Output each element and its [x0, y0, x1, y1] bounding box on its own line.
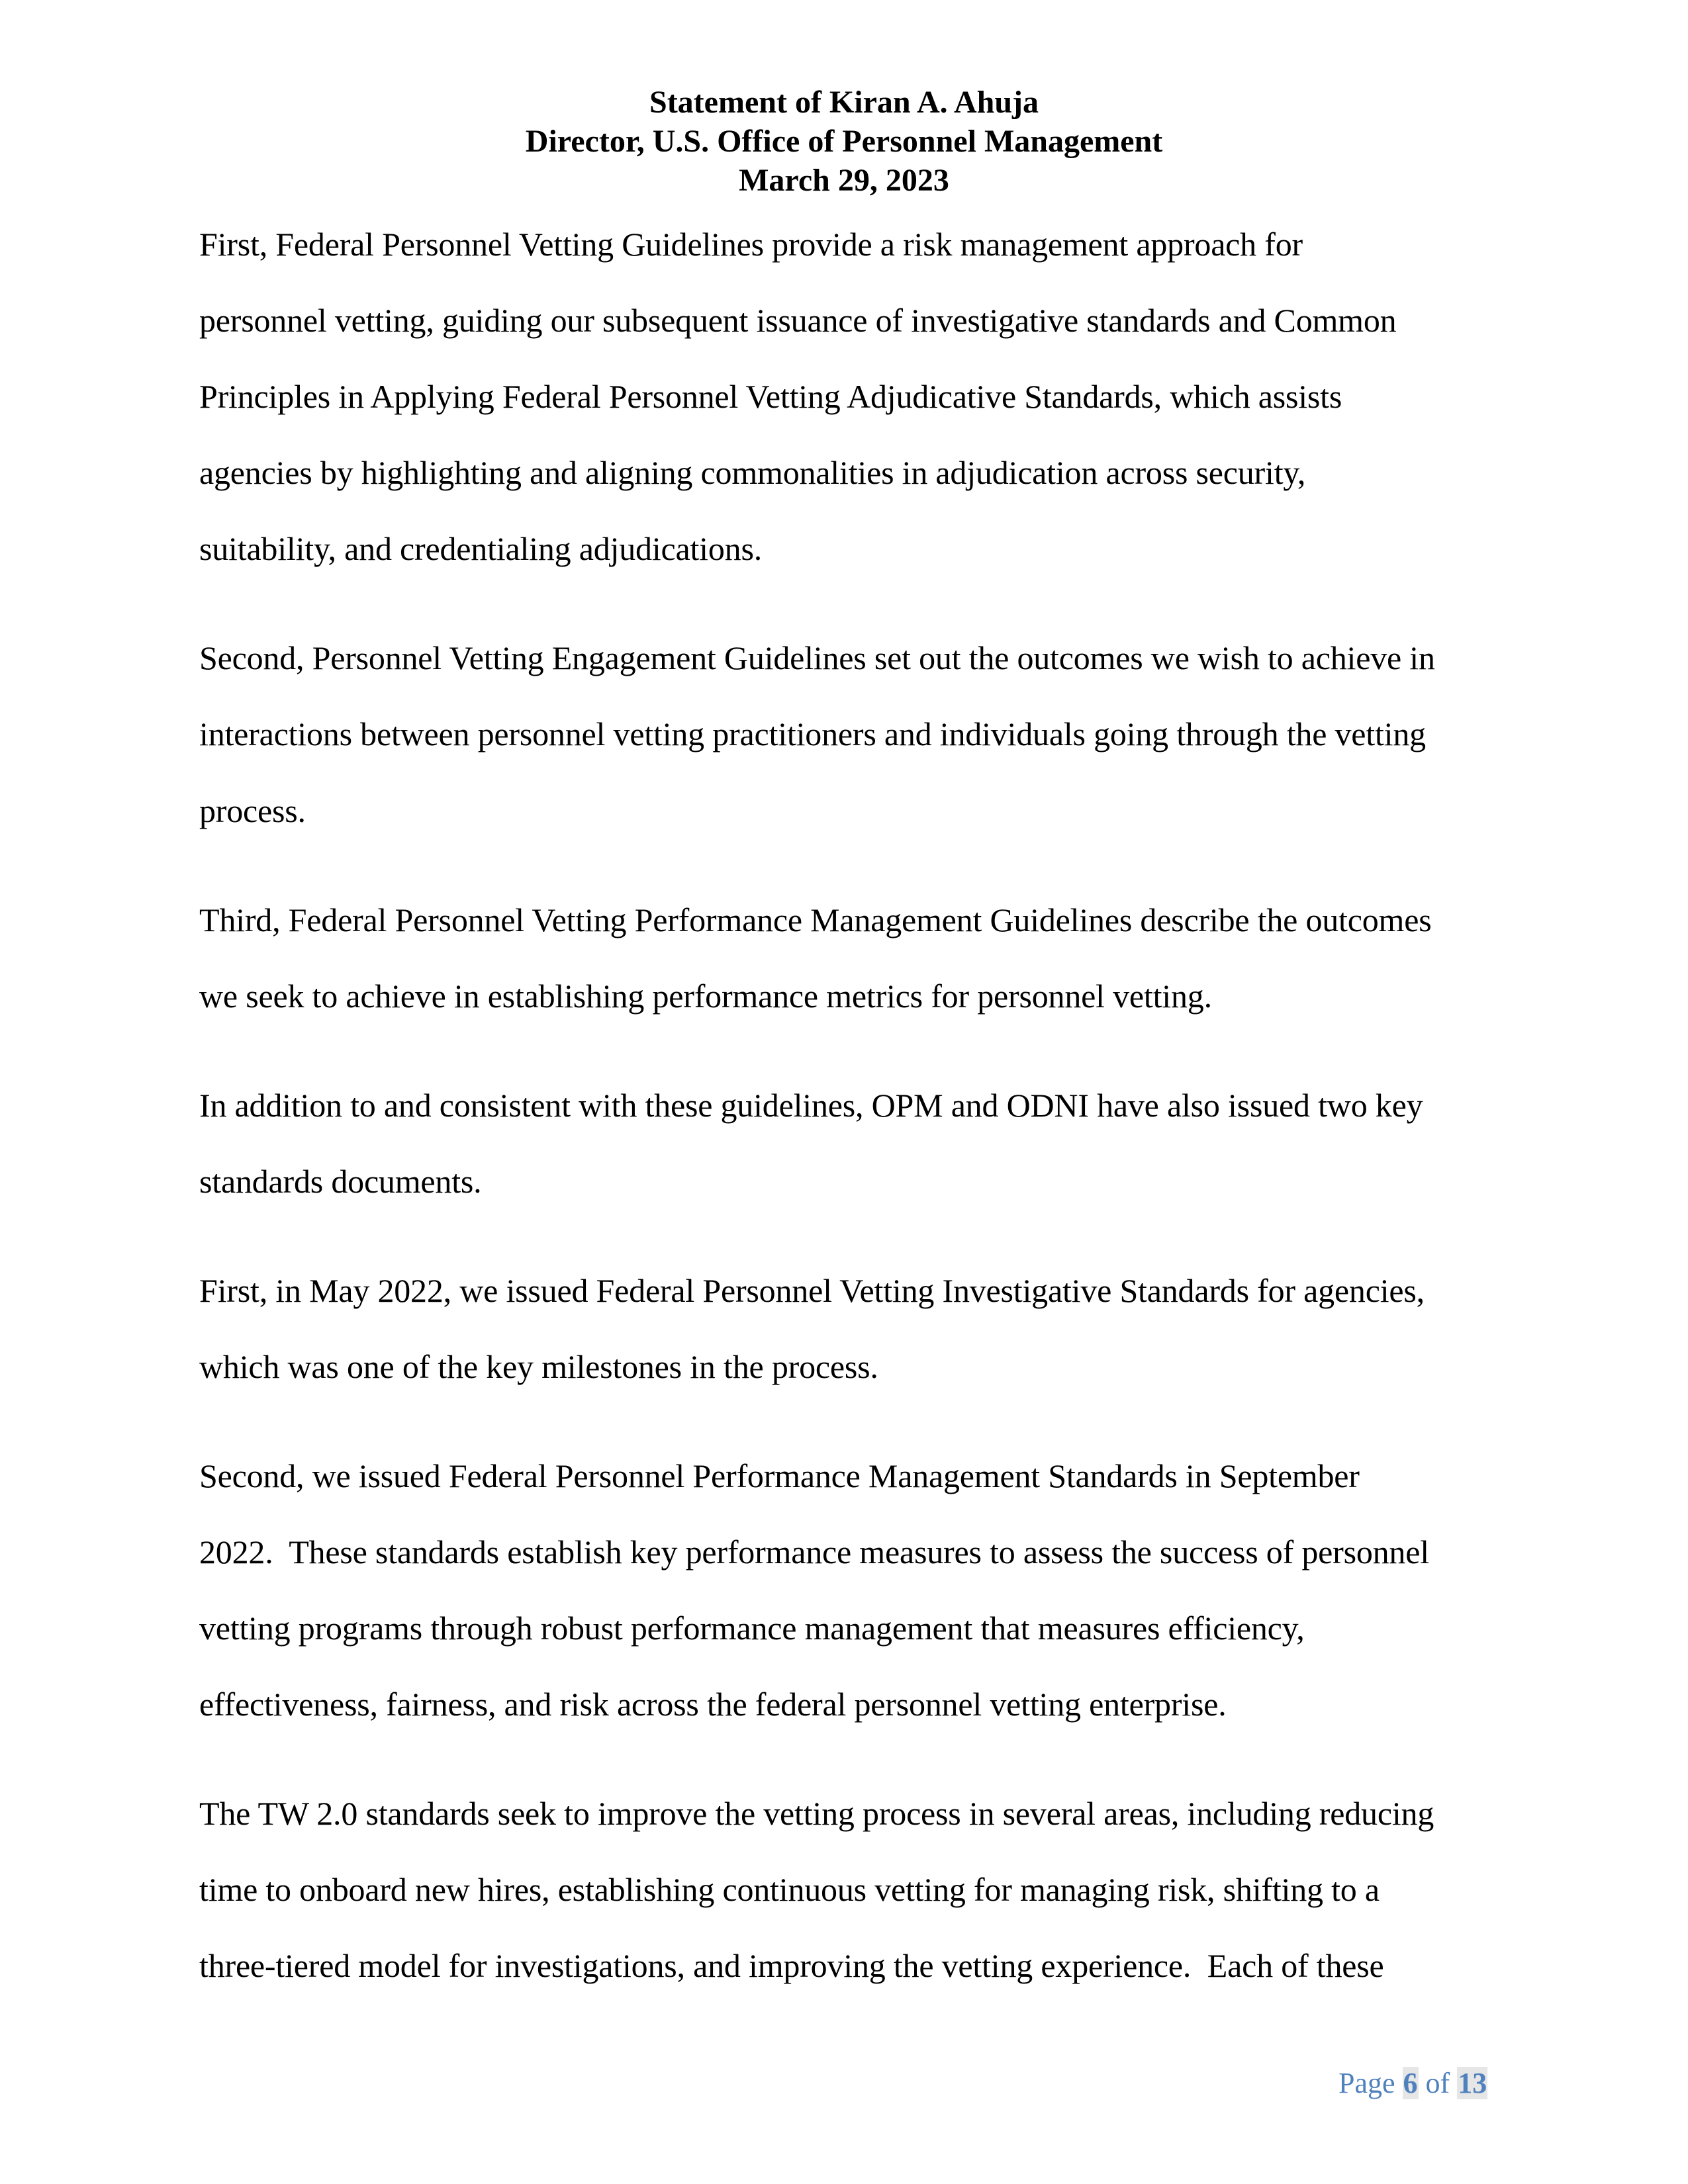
document-header	[0, 83, 1688, 200]
paragraph-line: Principles in Applying Federal Personnel Vetting Adjudicative Standards, which assists	[199, 378, 1342, 415]
paragraph-line: First, in May 2022, we issued Federal Personnel Vetting Investigative Standards for agencies,	[199, 1272, 1425, 1309]
paragraph-line: interactions between personnel vetting practitioners and individuals going through the vetting	[199, 715, 1426, 752]
header-position: Director, U.S. Office of Personnel Management	[525, 124, 1163, 159]
header-date: March 29, 2023	[739, 163, 949, 198]
paragraph-line: First, Federal Personnel Vetting Guidelines provide a risk management approach for	[199, 226, 1303, 263]
paragraph-line: vetting programs through robust performance management that measures efficiency,	[199, 1610, 1305, 1647]
paragraph-line: personnel vetting, guiding our subsequent issuance of investigative standards and Common	[199, 302, 1397, 339]
paragraph-line: Second, we issued Federal Personnel Performance Management Standards in September	[199, 1457, 1360, 1494]
paragraph-line: agencies by highlighting and aligning commonalities in adjudication across security,	[199, 454, 1306, 491]
paragraph-line: standards documents.	[199, 1163, 482, 1200]
header-title: Statement of Kiran A. Ahuja	[649, 85, 1039, 120]
paragraph-line: Second, Personnel Vetting Engagement Guidelines set out the outcomes we wish to achieve in	[199, 639, 1435, 676]
paragraph-line: suitability, and credentialing adjudications.	[199, 530, 763, 567]
paragraph-line: Third, Federal Personnel Vetting Performance Management Guidelines describe the outcomes	[199, 901, 1432, 938]
paragraph-line: three-tiered model for investigations, and improving the vetting experience. Each of these	[199, 1947, 1384, 1984]
paragraph-line: process.	[199, 792, 306, 829]
of-label: of	[1425, 2067, 1450, 2099]
page-number-footer	[1338, 2068, 1487, 2099]
paragraph-line: time to onboard new hires, establishing continuous vetting for managing risk, shifting to a	[199, 1871, 1380, 1908]
paragraph-line: effectiveness, fairness, and risk across the federal personnel vetting enterprise.	[199, 1686, 1227, 1723]
paragraph-line: which was one of the key milestones in the process.	[199, 1348, 878, 1385]
paragraph-line: we seek to achieve in establishing performance metrics for personnel vetting.	[199, 978, 1212, 1015]
page-label: Page	[1338, 2067, 1395, 2099]
total-pages-number: 13	[1458, 2067, 1487, 2099]
paragraph-line: 2022. These standards establish key performance measures to assess the success of personnel	[199, 1533, 1429, 1570]
paragraph-line: The TW 2.0 standards seek to improve the vetting process in several areas, including reducing	[199, 1795, 1434, 1832]
current-page-number: 6	[1403, 2067, 1418, 2099]
paragraph-line: In addition to and consistent with these guidelines, OPM and ODNI have also issued two key	[199, 1087, 1423, 1124]
